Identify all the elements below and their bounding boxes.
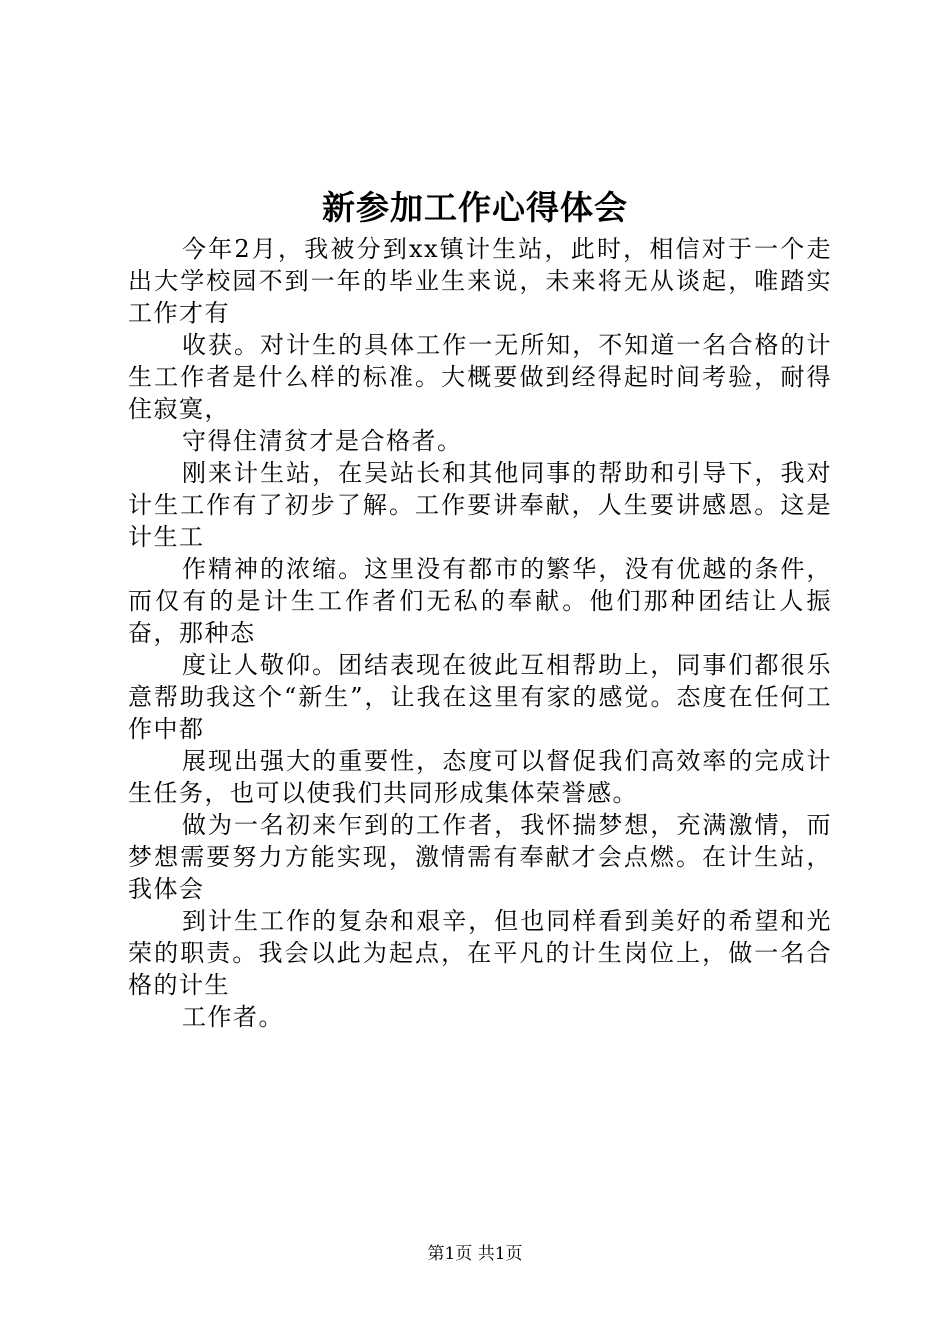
paragraph: 做为一名初来乍到的工作者，我怀揣梦想，充满激情，而梦想需要努力方能实现，激情需有奉献才会点燃。在计生站，我体会 (128, 811, 832, 903)
paragraph: 作精神的浓缩。这里没有都市的繁华，没有优越的条件，而仅有的是计生工作者们无私的奉献。他们那种团结让人振奋，那种态 (128, 555, 832, 647)
page-number-footer: 第1页 共1页 (427, 1244, 523, 1264)
paragraph: 度让人敬仰。团结表现在彼此互相帮助上，同事们都很乐意帮助我这个“新生”，让我在这里有家的感觉。态度在任何工作中都 (128, 651, 832, 743)
paragraph: 收获。对计生的具体工作一无所知，不知道一名合格的计生工作者是什么样的标准。大概要做到经得起时间考验，耐得住寂寞， (128, 331, 832, 423)
paragraph: 展现出强大的重要性，态度可以督促我们高效率的完成计生任务，也可以使我们共同形成集体荣誉感。 (128, 747, 832, 807)
paragraph: 工作者。 (182, 1003, 284, 1031)
paragraph: 守得住清贫才是合格者。 (182, 427, 463, 455)
document-title: 新参加工作心得体会 (322, 188, 628, 227)
paragraph: 刚来计生站，在吴站长和其他同事的帮助和引导下，我对计生工作有了初步了解。工作要讲奉献，人生要讲感恩。这是计生工 (128, 459, 832, 551)
paragraph: 今年2月，我被分到xx镇计生站，此时，相信对于一个走出大学校园不到一年的毕业生来说，未来将无从谈起，唯踏实工作才有 (128, 235, 832, 327)
paragraph: 到计生工作的复杂和艰辛，但也同样看到美好的希望和光荣的职责。我会以此为起点，在平凡的计生岗位上，做一名合格的计生 (128, 907, 832, 999)
document-body (128, 233, 832, 1033)
